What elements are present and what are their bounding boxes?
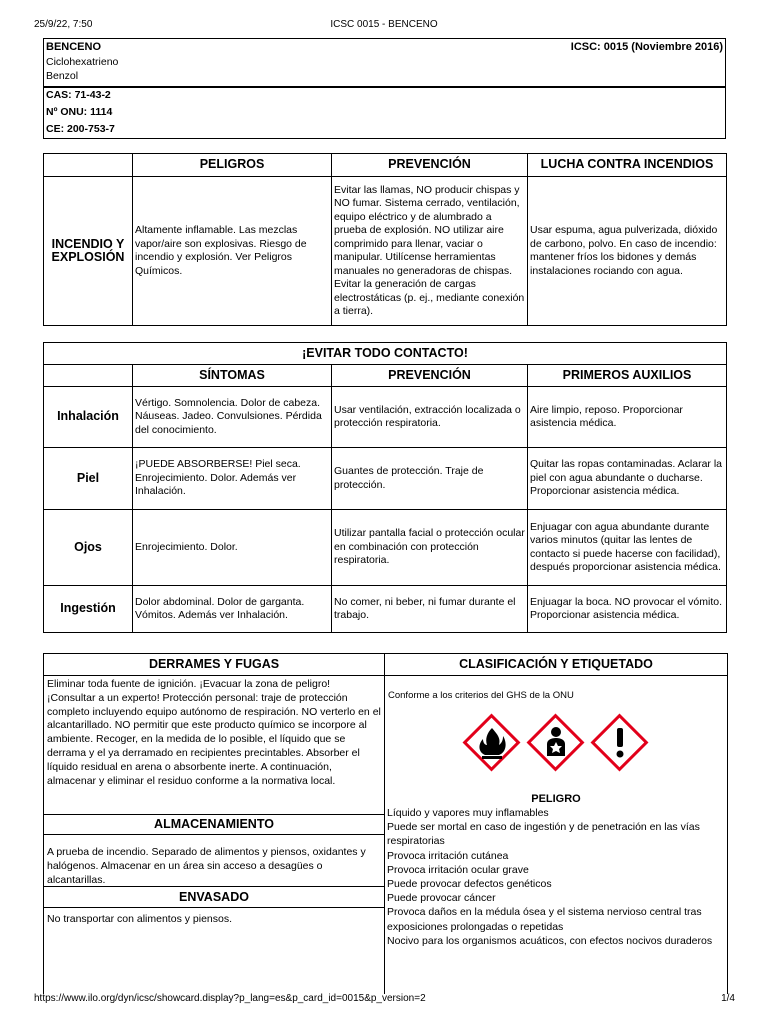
- sintomas-cell: Vértigo. Somnolencia. Dolor de cabeza. Náuseas. Jadeo. Convulsiones. Pérdida del conocimiento.: [133, 387, 332, 448]
- row-label: Ingestión: [44, 586, 133, 633]
- sintomas-cell: Enrojecimiento. Dolor.: [133, 510, 332, 586]
- packaging-title: ENVASADO: [44, 886, 384, 908]
- prevencion-cell: No comer, ni beber, ni fumar durante el trabajo.: [332, 586, 528, 633]
- header-lucha: LUCHA CONTRA INCENDIOS: [528, 154, 727, 177]
- row-label: Inhalación: [44, 387, 133, 448]
- chemical-name: BENCENO: [46, 41, 102, 53]
- hazard-statement: Puede provocar cáncer: [387, 892, 496, 905]
- prevencion-cell: Guantes de protección. Traje de protección.: [332, 448, 528, 510]
- identifiers-box: [43, 86, 726, 139]
- sintomas-cell: Dolor abdominal. Dolor de garganta. Vómitos. Además ver Inhalación.: [133, 586, 332, 633]
- left-column: [44, 654, 385, 994]
- health-hazard-icon: [527, 714, 585, 772]
- signal-word: PELIGRO: [531, 793, 581, 805]
- row-label: Piel: [44, 448, 133, 510]
- empty-header-cell: [44, 365, 133, 387]
- empty-header-cell: [44, 154, 133, 177]
- hazard-statement: Nocivo para los organismos acuáticos, con efectos nocivos duraderos: [387, 934, 713, 947]
- classification-title: CLASIFICACIÓN Y ETIQUETADO: [385, 654, 727, 676]
- identity-box: [43, 38, 726, 88]
- auxilios-cell: Enjuagar con agua abundante durante varios minutos (quitar las lentes de contacto si puede hacerse con facilidad), después proporcionar asistencia médica.: [528, 510, 727, 586]
- ghs-criteria: Conforme a los criterios del GHS de la ONU: [388, 690, 574, 701]
- fire-peligros: Altamente inflamable. Las mezclas vapor/aire son explosivas. Riesgo de incendio y explosión. Ver Peligros Químicos.: [133, 177, 332, 326]
- hazard-statement: Puede provocar defectos genéticos: [387, 878, 552, 891]
- sintomas-cell: ¡PUEDE ABSORBERSE! Piel seca. Enrojecimiento. Dolor. Además ver Inhalación.: [133, 448, 332, 510]
- hazard-statement: Provoca irritación cutánea: [387, 849, 509, 862]
- fire-table: [43, 153, 727, 326]
- fire-prevencion: Evitar las llamas, NO producir chispas y NO fumar. Sistema cerrado, ventilación, equipo eléctrico y de alumbrado a prueba de explosión. NO utilizar aire comprimido para llenar, vaciar o manipular. Utilícense herramientas manuales no generadoras de chispas. Evitar la generación de cargas electrostáticas (p. ej., mediante conexión a tierra).: [332, 177, 528, 326]
- synonym: Benzol: [46, 70, 79, 82]
- row-label: Ojos: [44, 510, 133, 586]
- auxilios-cell: Enjuagar la boca. NO provocar el vómito. Proporcionar asistencia médica.: [528, 586, 727, 633]
- exposure-table: [43, 342, 727, 633]
- table-row: [44, 387, 727, 448]
- packaging-text: No transportar con alimentos y piensos.: [47, 913, 233, 925]
- footer-url[interactable]: https://www.ilo.org/dyn/icsc/showcard.display?p_lang=es&p_card_id=0015&p_version=2: [34, 993, 426, 1004]
- table-row: [44, 448, 727, 510]
- flame-icon: [463, 714, 521, 772]
- icsc-number: ICSC: 0015 (Noviembre 2016): [570, 41, 723, 53]
- exposure-title: ¡EVITAR TODO CONTACTO!: [44, 343, 727, 365]
- ec-number: CE: 200-753-7: [46, 123, 115, 135]
- header-sintomas: SÍNTOMAS: [133, 365, 332, 387]
- print-datetime: 25/9/22, 7:50: [34, 19, 93, 30]
- print-title: ICSC 0015 - BENCENO: [330, 19, 438, 30]
- header-prevencion: PREVENCIÓN: [332, 154, 528, 177]
- hazard-statement: Provoca irritación ocular grave: [387, 863, 529, 876]
- row-label-fire: INCENDIO Y EXPLOSIÓN: [44, 177, 133, 326]
- storage-title: ALMACENAMIENTO: [44, 814, 384, 835]
- prevencion-cell: Utilizar pantalla facial o protección ocular en combinación con protección respiratoria.: [332, 510, 528, 586]
- fire-lucha: Usar espuma, agua pulverizada, dióxido de carbono, polvo. En caso de incendio: mantener fríos los bidones y demás instalaciones rociando con agua.: [528, 177, 727, 326]
- table-row: [44, 510, 727, 586]
- auxilios-cell: Aire limpio, reposo. Proporcionar asistencia médica.: [528, 387, 727, 448]
- header-auxilios: PRIMEROS AUXILIOS: [528, 365, 727, 387]
- exclamation-icon: [591, 714, 649, 772]
- storage-text: A prueba de incendio. Separado de alimentos y piensos, oxidantes y halógenos. Almacenar en un área sin acceso a desagües o alcantarillas.: [47, 846, 366, 886]
- cas-number: CAS: 71-43-2: [46, 89, 111, 101]
- auxilios-cell: Quitar las ropas contaminadas. Aclarar la piel con agua abundante o ducharse. Proporcionar asistencia médica.: [528, 448, 727, 510]
- hazard-statement: Puede ser mortal en caso de ingestión y de penetración en las vías respiratorias: [387, 821, 700, 848]
- header-peligros: PELIGROS: [133, 154, 332, 177]
- table-row: [44, 586, 727, 633]
- prevencion-cell: Usar ventilación, extracción localizada o protección respiratoria.: [332, 387, 528, 448]
- hazard-statement: Provoca daños en la médula ósea y el sistema nervioso central tras exposiciones prolongadas o repetidas: [387, 906, 702, 933]
- synonym: Ciclohexatrieno: [46, 56, 119, 68]
- bottom-section: [43, 653, 728, 994]
- hazard-statement: Líquido y vapores muy inflamables: [387, 807, 549, 819]
- hazard-statements: [387, 806, 723, 948]
- right-column: [385, 654, 727, 994]
- spills-title: DERRAMES Y FUGAS: [44, 654, 384, 676]
- ghs-pictograms: [385, 714, 727, 772]
- spills-text: Eliminar toda fuente de ignición. ¡Evacuar la zona de peligro! ¡Consultar a un experto! Protección personal: traje de protección completo incluyendo equipo autónomo de respiración. NO verterlo en el alcantarillado. NO permitir que este producto químico se incorpore al ambiente. Recoger, en la medida de lo posible, el líquido que se derrama y el ya derramado en recipientes precintables. Absorber el líquido residual en arena o absorbente inerte. A continuación, almacenar y eliminar el residuo conforme a la normativa local.: [47, 678, 381, 787]
- header-prevencion: PREVENCIÓN: [332, 365, 528, 387]
- page-number: 1/4: [721, 993, 735, 1004]
- un-number: Nº ONU: 1114: [46, 106, 113, 118]
